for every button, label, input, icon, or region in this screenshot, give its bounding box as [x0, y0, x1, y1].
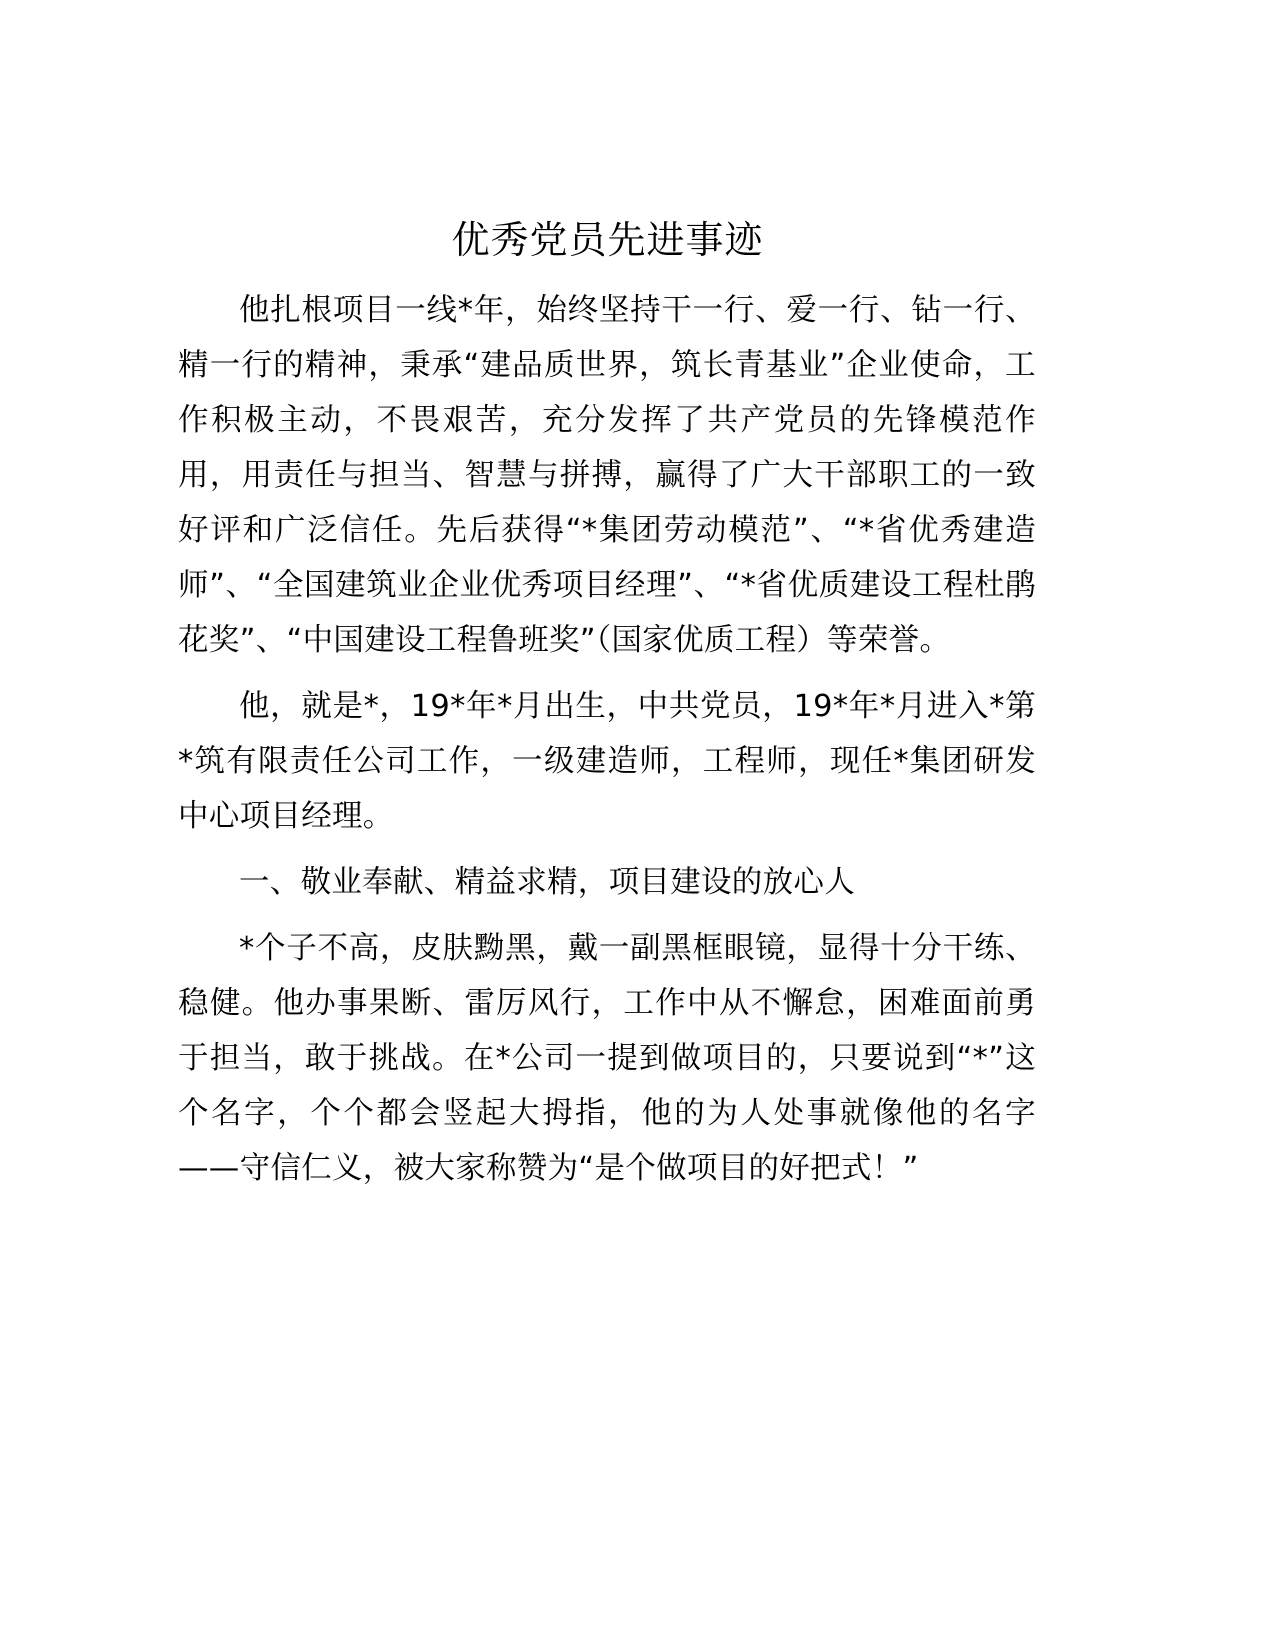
paragraph-intro: 他扎根项目一线*年，始终坚持干一行、爱一行、钻一行、精一行的精神，秉承“建品质世界，筑长青基业”企业使命，工作积极主动，不畏艰苦，充分发挥了共产党员的先锋模范作用，用责任与担当、智慧与拼搏，赢得了广大干部职工的一致好评和广泛信任。先后获得“*集团劳动模范”、“*省优秀建造师”、“全国建筑业企业优秀项目经理”、“*省优质建设工程杜鹃花奖”、“中国建设工程鲁班奖”（国家优质工程）等荣誉。 [178, 293, 1036, 658]
section-heading-1: 一、敬业奉献、精益求精，项目建设的放心人 [239, 865, 855, 900]
document-title: 优秀党员先进事迹 [451, 218, 764, 262]
document-body [178, 283, 1036, 1207]
paragraph-section-1: *个子不高，皮肤黝黑，戴一副黑框眼镜，显得十分干练、稳健。他办事果断、雷厉风行，工作中从不懈怠，困难面前勇于担当，敢于挑战。在*公司一提到做项目的，只要说到“*”这个名字，个个都会竖起大拇指，他的为人处事就像他的名字——守信仁义，被大家称赞为“是个做项目的好把式！” [178, 931, 1036, 1186]
paragraph-profile: 他，就是*，19*年*月出生，中共党员，19*年*月进入*第*筑有限责任公司工作，一级建造师，工程师，现任*集团研发中心项目经理。 [178, 689, 1036, 834]
